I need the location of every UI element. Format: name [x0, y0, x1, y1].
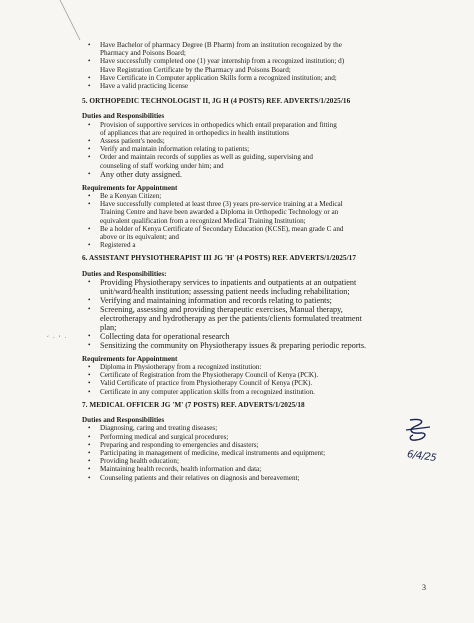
section-heading-orthopedic-technologist: 5. ORTHOPEDIC TECHNOLOGIST II, JG H (4 POSTS) REF. ADVERTS/1/2025/16	[82, 97, 351, 106]
duties-list	[82, 121, 440, 179]
list-item: • Screening, assessing and providing therapeutic exercises, Manual therapy, electrotherapy and hydrotherapy as per the patients/clients formulated treatment plan;	[82, 305, 440, 332]
list-item: • Have successfully completed one (1) year internship from a recognized institution; d) Have Registration Certificate by the Pharmacy and Poisons Board;	[82, 57, 440, 73]
list-item: • Be a holder of Kenya Certificate of Secondary Education (KCSE), mean grade C and above or its equivalent; and	[82, 225, 440, 241]
handwritten-date: 6/4/25	[406, 449, 437, 464]
section-heading-medical-officer: 7. MEDICAL OFFICER JG 'M' (7 POSTS) REF. ADVERTS/1/2025/18	[82, 400, 305, 409]
list-item: • Certificate in any computer application skills from a recognized institution.	[82, 388, 440, 396]
duties-list	[82, 278, 440, 350]
page-number: 3	[422, 583, 426, 592]
list-item: • Have Certificate in Computer application Skills form a recognized institution; and;	[82, 74, 440, 82]
list-item: • Provision of supportive services in orthopedics which entail preparation and fitting of appliances that are required in orthopedics in health institutions	[82, 121, 440, 137]
list-item: • Maintaining health records, health information and data;	[82, 465, 440, 473]
list-item: • Participating in management of medicine, medical instruments and equipment;	[82, 449, 440, 457]
list-item: • Diagnosing, caring and treating diseases;	[82, 424, 440, 432]
list-item: • Providing health education;	[82, 457, 440, 465]
requirements-heading: Requirements for Appointment	[82, 183, 178, 192]
pharmacy-requirements-list	[82, 41, 440, 90]
list-item: • Collecting data for operational research	[82, 332, 440, 341]
list-item: • Have Bachelor of pharmacy Degree (B Pharm) from an institution recognized by the Pharmacy and Poisons Board;	[82, 41, 440, 57]
handwritten-signature	[404, 416, 432, 446]
list-item: • Performing medical and surgical procedures;	[82, 433, 440, 441]
duties-heading: Duties and Responsibilities	[82, 112, 165, 121]
requirements-list	[82, 363, 440, 396]
list-item: • Counseling patients and their relatives on diagnosis and bereavement;	[82, 474, 440, 482]
list-item: • Order and maintain records of supplies as well as guiding, supervising and counseling of staff working under him; and	[82, 153, 440, 169]
list-item: • Providing Physiotherapy services to inpatients and outpatients at an outpatient unit/ward/health institution; assessing patient needs including rehabilitation;	[82, 278, 440, 296]
document-body	[82, 41, 440, 482]
list-item: • Have a valid practicing license	[82, 82, 440, 90]
list-item: • Valid Certificate of practice from Physiotherapy Council of Kenya (PCK).	[82, 379, 440, 387]
duties-heading: Duties and Responsibilities:	[82, 269, 167, 278]
duties-list	[82, 424, 440, 481]
list-item: • Diploma in Physiotherapy from a recognized institution:	[82, 363, 440, 371]
list-item: • Certificate of Registration from the Physiotherapy Council of Kenya (PCK).	[82, 371, 440, 379]
list-item: • Registered a	[82, 241, 440, 249]
section-heading-assistant-physiotherapist: 6. ASSISTANT PHYSIOTHERAPIST III JG 'H' (4 POSTS) REF. ADVERTS/1/2025/17	[82, 254, 357, 263]
requirements-heading: Requirements for Appointment	[82, 354, 178, 363]
list-item: • Any other duty assigned.	[82, 170, 440, 179]
list-item: • Preparing and responding to emergencies and disasters;	[82, 441, 440, 449]
list-item: • Verify and maintain information relating to patients;	[82, 145, 440, 153]
list-item: • Have successfully completed at least three (3) years pre-service training at a Medical Training Centre and have been awarded a Diploma in Orthopedic Technology or an equivalent qualification from a recognized Medical Training Institution;	[82, 200, 440, 225]
requirements-list	[82, 192, 440, 249]
margin-scribble: ‘ · ’ ·	[47, 335, 68, 342]
duties-heading: Duties and Responsibilities	[82, 416, 165, 425]
list-item: • Verifying and maintaining information and records relating to patients;	[82, 296, 440, 305]
list-item: • Sensitizing the community on Physiotherapy issues & preparing periodic reports.	[82, 341, 440, 350]
list-item: • Be a Kenyan Citizen;	[82, 192, 440, 200]
list-item: • Assess patient's needs;	[82, 137, 440, 145]
